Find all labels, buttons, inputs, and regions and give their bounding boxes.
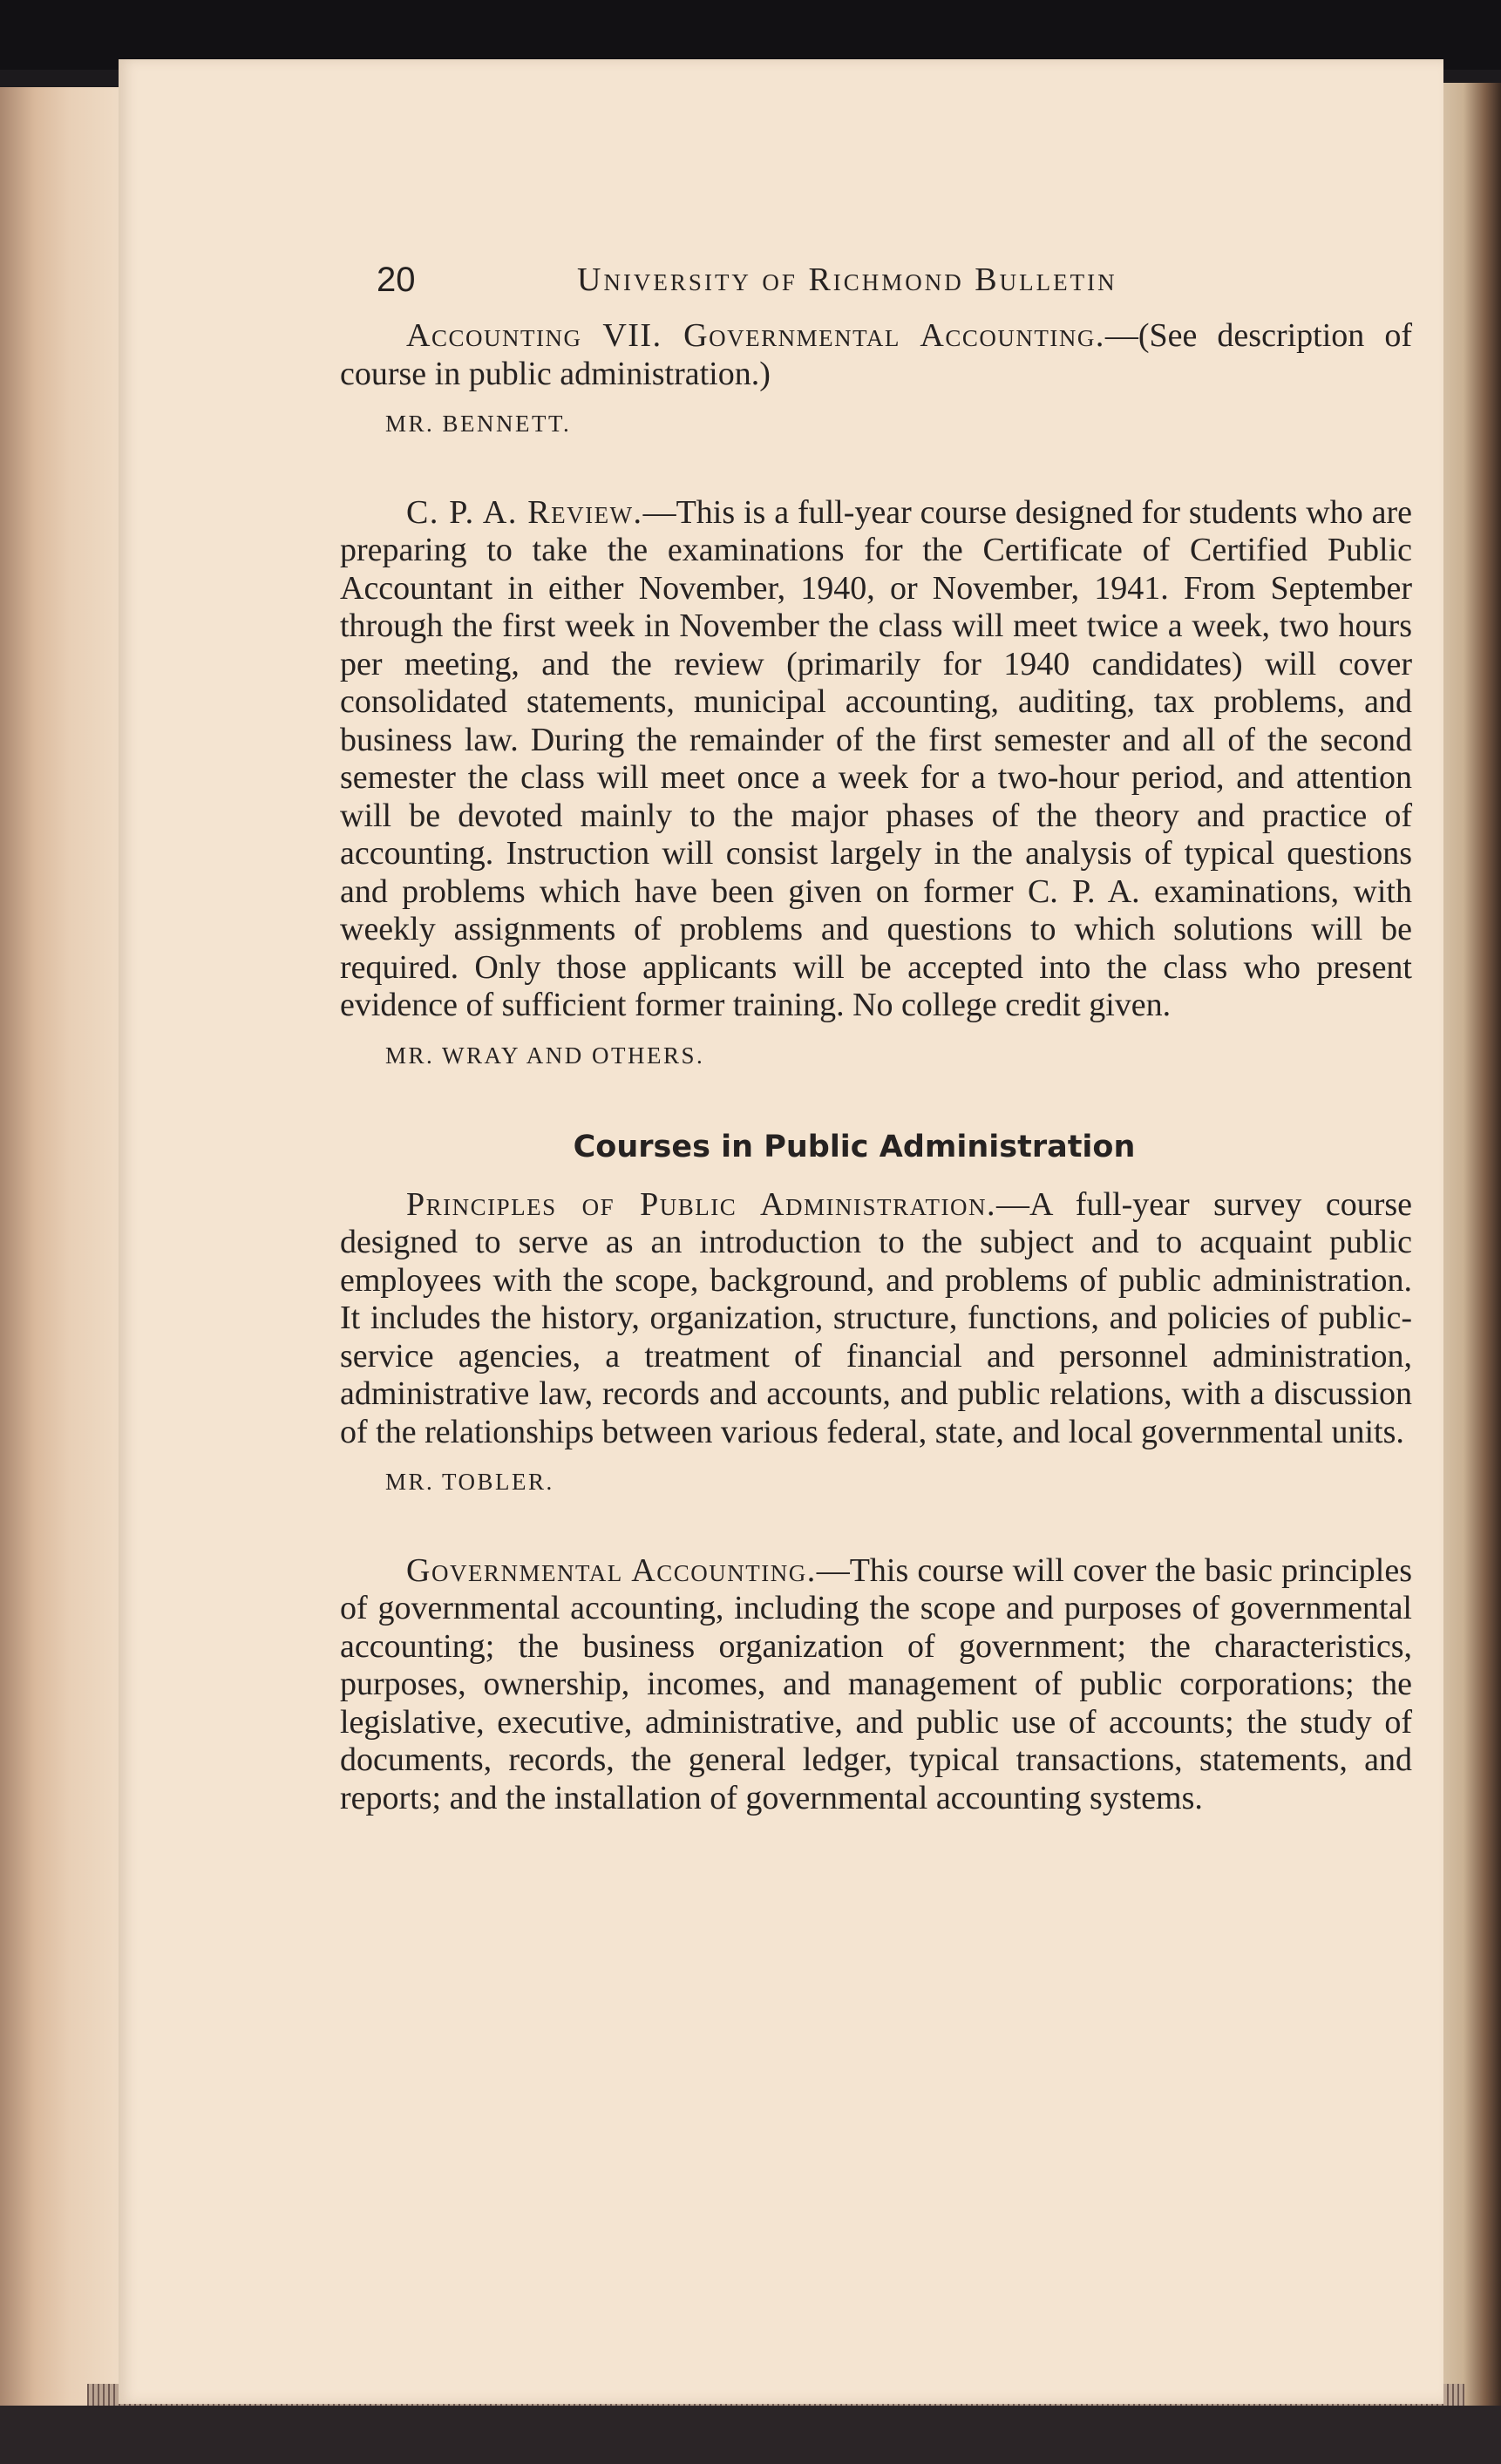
- course-description: [340, 1186, 1412, 1452]
- running-head: [340, 261, 1412, 317]
- course-entry-governmental-accounting: [340, 1552, 1412, 1818]
- course-text: —This is a full-year course designed for students who are preparing to take the examinations for the Certificate of Certified Public Accountant in either November, 1940, or November, 1941. From September through the first week in November the class will meet twice a week, two hours per meeting, and the review (primarily for 1940 candidates) will cover consolidated statements, municipal accounting, auditing, tax problems, and business law. During the remainder of the first semester and all of the second semester the class will meet once a week for a two-hour period, and attention will be devoted mainly to the major phases of the theory and practice of accounting. Instruction will consist largely in the analysis of typical questions and problems which have been given on former C. P. A. examinations, with weekly assignments of problems and questions to which solutions will be required. Only those applicants will be accepted into the class who present evidence of sufficient former training. No college credit given.: [340, 493, 1413, 1023]
- course-entry-cpa-review: [340, 494, 1412, 1076]
- page-content: [340, 261, 1412, 1868]
- course-instructor: MR. TOBLER.: [385, 1469, 554, 1495]
- course-text: —This course will cover the basic principles of governmental accounting, including the scope and purposes of governmental accounting; the business organization of government; the characteristics, purposes, ownership, incomes, and management of public corporations; the legislative, executive, administrative, and public use of accounts; the study of documents, records, the general ledger, typical transactions, statements, and reports; and the installation of governmental accounting systems.: [340, 1551, 1412, 1816]
- section-heading: Courses in Public Administration: [573, 1130, 1136, 1164]
- page-number: 20: [377, 261, 416, 299]
- course-title: Governmental Accounting.: [406, 1551, 817, 1589]
- running-title: University of Richmond Bulletin: [577, 261, 1117, 298]
- course-title: Principles of Public Administration.: [406, 1185, 996, 1223]
- course-text: —(See description of course in public administration.): [340, 317, 1412, 392]
- course-description: [340, 317, 1412, 393]
- course-instructor: MR. BENNETT.: [385, 411, 572, 437]
- course-instructor: MR. WRAY AND OTHERS.: [385, 1042, 705, 1069]
- book-bottom-edge: [0, 2406, 1501, 2464]
- course-title: C. P. A. Review.: [406, 493, 643, 531]
- course-text: —A full-year survey course designed to serve as an introduction to the subject and to acquaint public employees with the scope, background, and problems of public administration. It includes the history, organization, structure, functions, and policies of public-service agencies, a treatment of financial and personnel administration, administrative law, records and accounts, and public relations, with a discussion of the relationships between various federal, state, and local governmental units.: [340, 1185, 1412, 1450]
- course-description: [340, 494, 1412, 1025]
- course-entry-principles-public-admin: [340, 1186, 1412, 1502]
- book-right-edge: [1438, 83, 1501, 2454]
- course-title: Accounting VII. Governmental Accounting.: [406, 317, 1105, 354]
- course-entry-accounting-vii: [340, 317, 1412, 444]
- course-description: [340, 1552, 1412, 1818]
